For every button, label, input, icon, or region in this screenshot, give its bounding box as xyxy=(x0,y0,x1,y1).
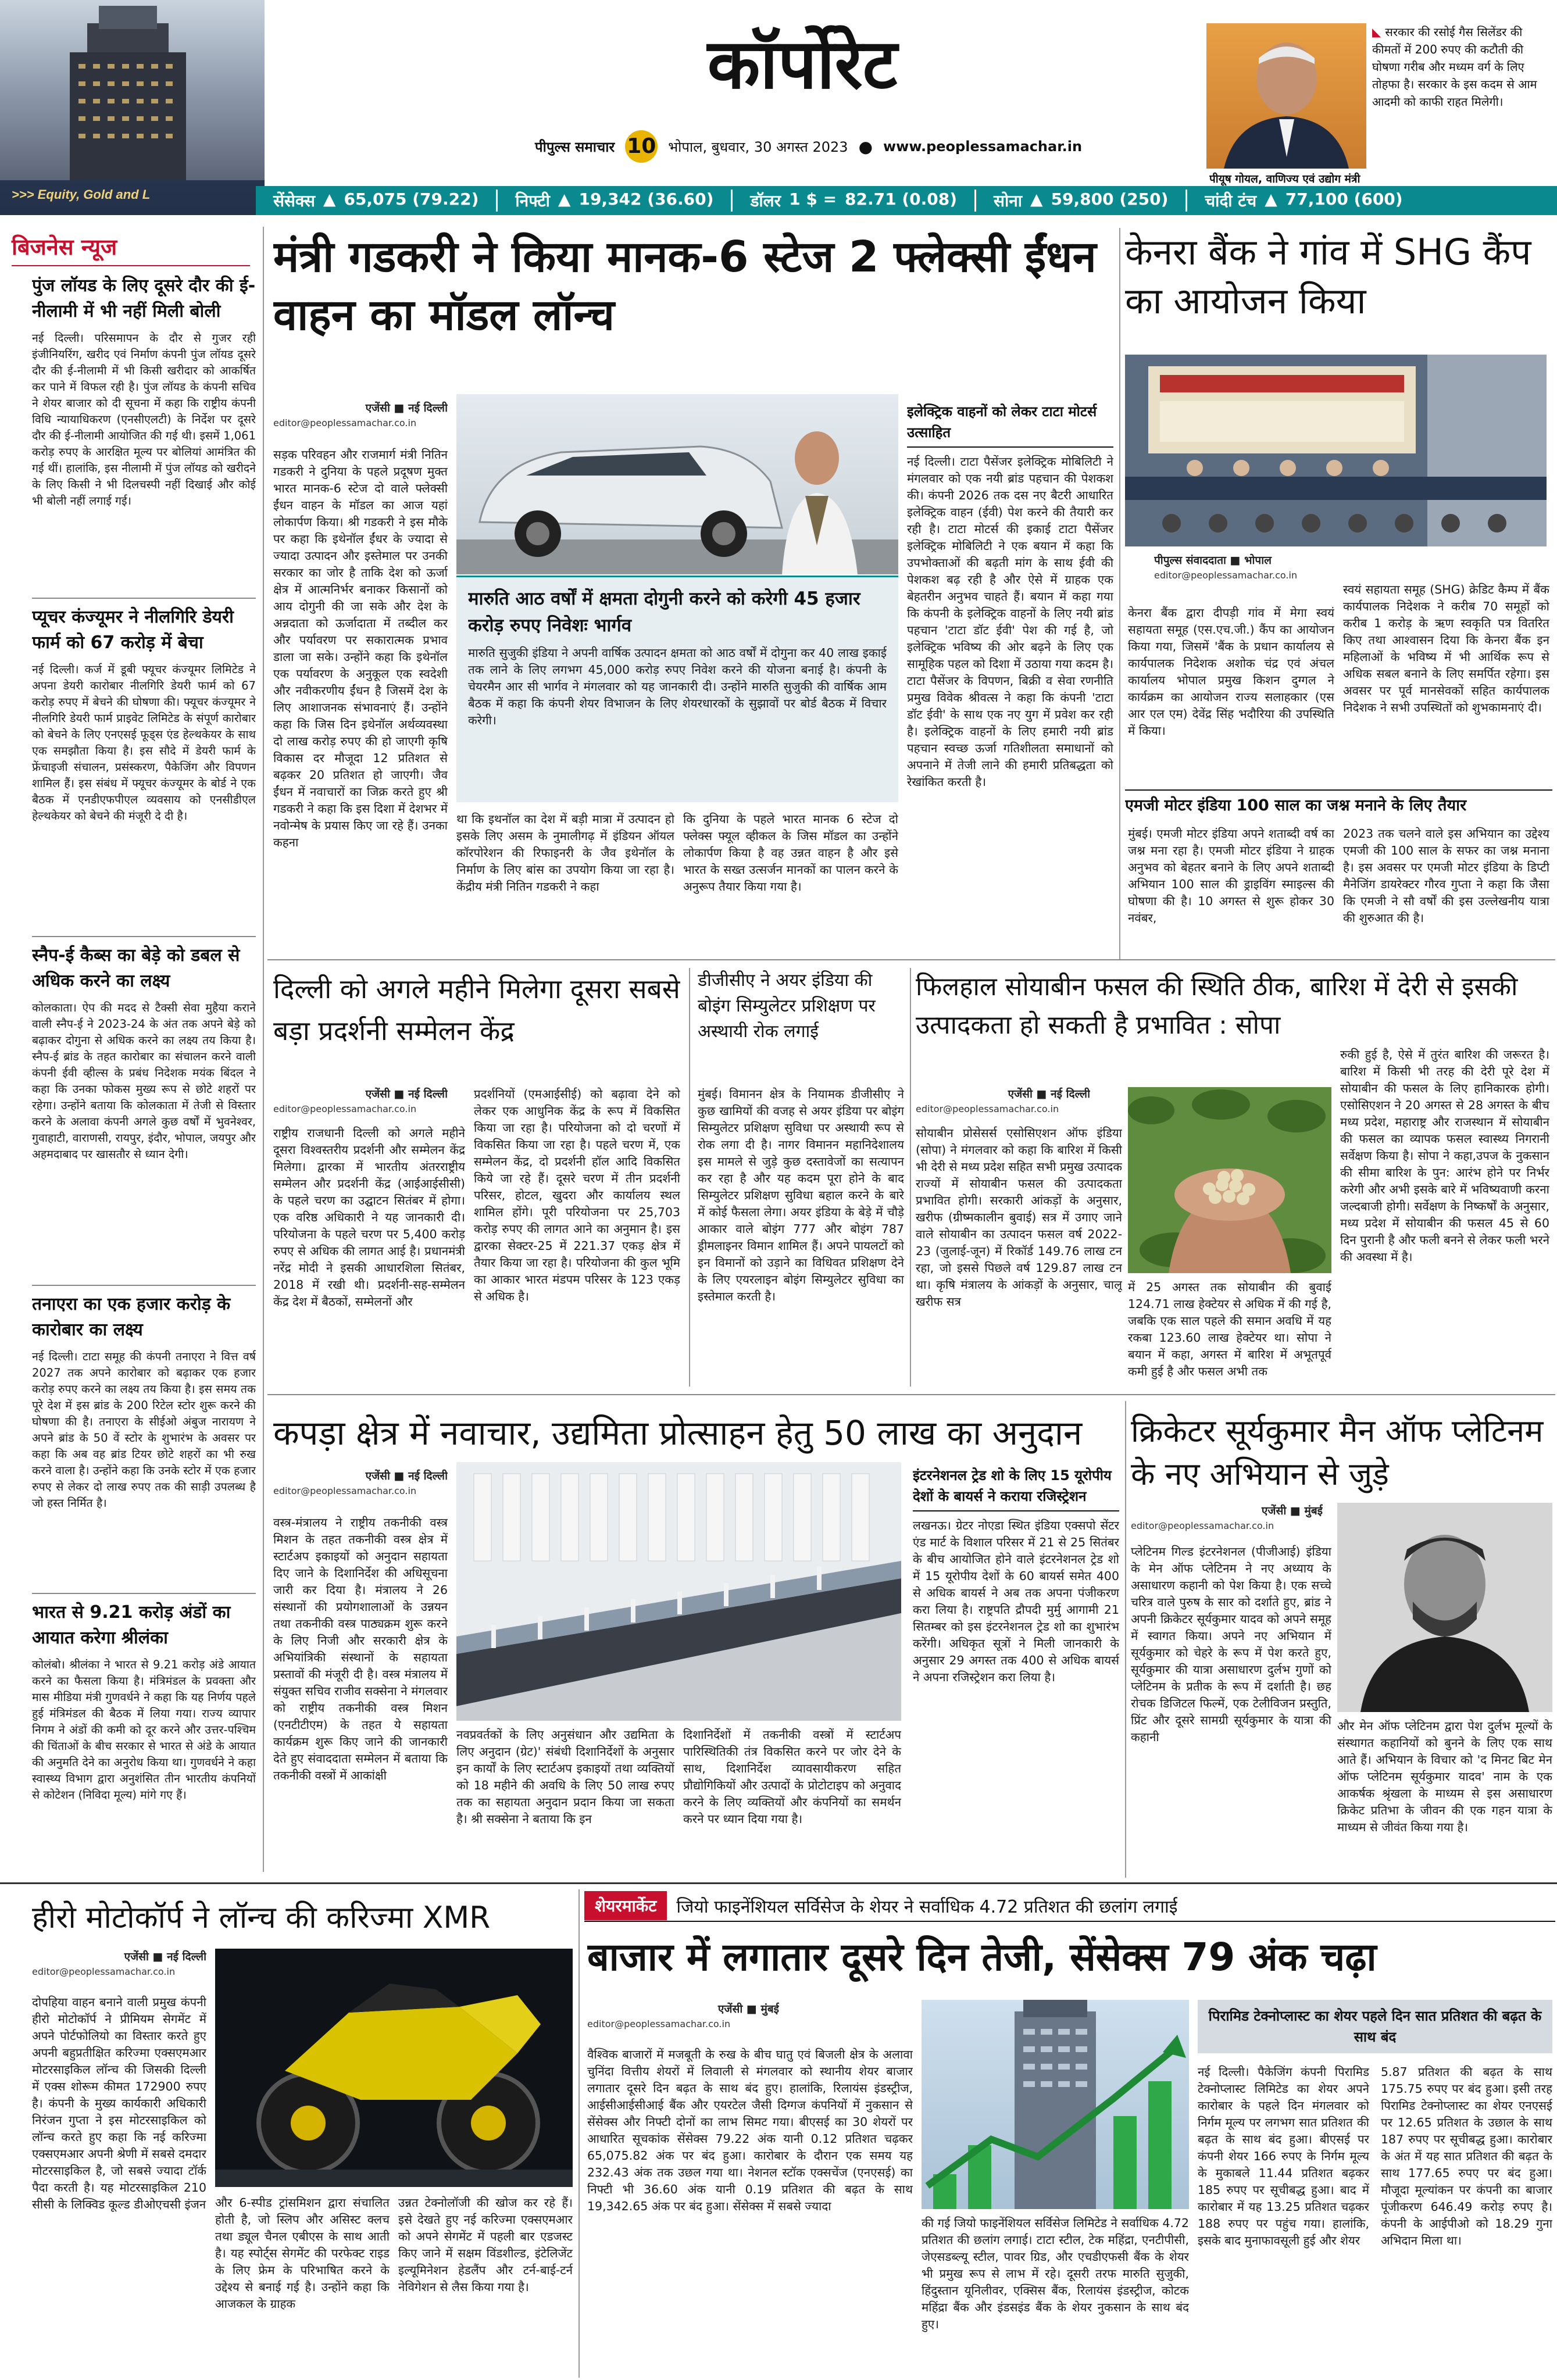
surya-photo xyxy=(1337,1503,1552,1712)
sidebar-story-text: कोलंबो। श्रीलंका ने भारत से 9.21 करोड़ अंडे आयात करने का फैसला किया है। मंत्रिमंडल के प्रवक्ता और मास मीडिया मंत्री गुणवर्धने ने कहा कि यह निर्णय पहले हुई मंत्रिमंडल की बैठक में लिया गया। राज्य व्यापार निगम ने अंडों की कमी को दूर करने और उत्तर-पश्चिम की चिंताओं के बीच सरकार से भारत से अंडे के आयात की अनुमति देने का अनुरोध किया था। गुणवर्धने ने कहा स्वास्थ्य विभाग द्वारा अनुशंसित तीन भारतीय कंपनियों से कोटेशन (निविदा मूल्य) मांगे गए हैं। xyxy=(32,1658,256,1802)
divider xyxy=(32,1285,256,1286)
dgca-headline: डीजीसीए ने अयर इंडिया की बोइंग सिम्युलेटर प्रशिक्षण पर अस्थायी रोक लगाई xyxy=(698,970,876,1042)
textile-col1: वस्त्र-मंत्रालय ने राष्ट्रीय तकनीकी वस्त्र मिशन के तहत तकनीकी वस्त्र क्षेत्र में स्टार्टअप इकाइयों को अनुदान सहायता दिए जाने के दिशानिर्देश की अधिसूचना जारी कर दिया है। मंत्रालय ने 26 संस्थानों की प्रयोगशालाओं के उन्नयन तथा तकनीकी वस्त्र पाठ्यक्रम शुरू करने के लिए निजी और सरकारी क्षेत्र के अभियांत्रिकी संस्थानों के सहायता प्रस्तावों की मंजूरी दी है। वस्त्र मंत्रालय में संयुक्त सचिव राजीव सक्सेना ने मंगलवार को राष्ट्रीय तकनीकी वस्त्र मिशन (एनटीटीएम) के तहत ये सहायता कार्यक्रम शुरू किए जाने की जानकारी देते हुए संवाददाता सम्मेलन में बताया कि तकनीकी वस्त्रों में आकांक्षी xyxy=(273,1516,448,1782)
minister-quote xyxy=(1372,23,1552,110)
vertical-rule xyxy=(1125,1401,1126,1878)
byline: पीपुल्स संवाददाता ■ भोपाल xyxy=(1154,554,1272,567)
surya-col2: और मेन ऑफ प्लेटिनम द्वारा पेश दुर्लभ मूल्यों के संस्थागत कहानियों को बुनने के लिए एक साथ आते हैं। अभियान के विचार को 'द मिनट बिट मेन ऑफ प्लेटिनम सूर्यकुमार यादव' नाम के एक आकर्षक श्रृंखला के माध्यम से इस असाधारण क्रिकेट प्रतिभा के जीवन की एक गहन यात्रा के माध्यम से जीवंत किया गया है। xyxy=(1337,1719,1552,1834)
textile-col2: नवप्रवर्तकों के लिए अनुसंधान और उद्यमिता के लिए अनुदान (ग्रेट)' संबंधी दिशानिर्देशों के अनुसार इन कार्यों के लिए स्टार्टअप इकाइयों तथा व्यक्तियों को 18 महीने की अवधि के लिए 50 लाख रुपए तक का सहायता अनुदान प्रदान किया जा सकता है। श्री सक्सेना ने बताया कि इन xyxy=(456,1728,674,1826)
tata-headline: इलेक्ट्रिक वाहनों को लेकर टाटा मोटर्स उत्साहित xyxy=(907,401,1113,448)
surya-col1: प्लेटिनम गिल्ड इंटरनेशनल (पीजीआई) इंडिया के मेन ऑफ प्लेटिनम ने नए अध्याय के असाधारण कहानी को पेश किया है। एक सच्चे चरित्र वाले पुरुष के सार को दर्शाते हुए, ब्रांड ने अपनी क्रिकेटर सूर्यकुमार यादव को अपने समूह में स्वागत किया। अपने नए अभियान में सूर्यकुमार को चेहरे के रूप में पेश करते हुए, सूर्यकुमार की यात्रा असाधारण दुर्लभ गुणों को प्लेटिनम के प्रतीक के रूप में दर्शाती है। छह रोचक डिजिटल फिल्में, एक टेलीविजन प्रस्तुति, प्रिंट और दूसरे सामग्री सूर्यकुमार के यात्रा की कहानी xyxy=(1131,1545,1331,1744)
byline: एजेंसी ■ मुंबई xyxy=(717,2003,779,2016)
mg-headline: एमजी मोटर इंडिया 100 साल का जश्न मनाने के लिए तैयार xyxy=(1125,789,1552,817)
divider xyxy=(32,936,256,937)
market-label-bar xyxy=(584,1891,1555,1922)
masthead-banner-text: >>> Equity, Gold and L xyxy=(12,187,151,202)
gadkari-headline: मंत्री गडकरी ने किया मानक-6 स्टेज 2 फ्लेक्सी ईंधन वाहन का मॉडल लॉन्च xyxy=(273,232,1097,340)
divider xyxy=(32,598,256,599)
vertical-rule xyxy=(1119,228,1120,960)
byline: एजेंसी ■ मुंबई xyxy=(1261,1505,1323,1517)
quote-text: सरकार की रसोई गैस सिलेंडर की कीमतों में 200 रुपए की कटौती की घोषणा गरीब और मध्यम वर्ग के लिए तोहफा है। सरकार के इस कदम से आम आदमी को काफी राहत मिलेगी। xyxy=(1372,25,1537,109)
market-label: शेयरमार्केट xyxy=(584,1891,667,1920)
tradeshow-text: लखनऊ। ग्रेटर नोएडा स्थित इंडिया एक्सपो सेंटर एंड मार्ट के विशाल परिसर में 21 से 25 सितंबर के बीच आयोजित होने वाले इंटरनेशनल ट्रेड शो में 15 यूरोपीय देशों के 60 बायर्स समेत 400 से अधिक बायर्स ने अब तक अपना पंजीकरण करा लिया है। राष्ट्रपति द्रौपदी मुर्मु आगामी 21 सितम्बर को इस इंटरनेशनल ट्रेड शो का शुभारंभ करेंगी। अधिकृत सूत्रों ने मिली जानकारी के अनुसार 29 अगस्त तक 400 से अधिक बायर्स ने अपना रजिस्ट्रेशन करा लिया है। xyxy=(913,1518,1119,1684)
page-number: 10 xyxy=(625,130,658,163)
textile-col3: दिशानिर्देशों में तकनीकी वस्त्रों में स्टार्टअप पारिस्थितिकी तंत्र विकसित करने पर जोर देने के साथ, दिशानिर्देश व्यावसायीकरण सहित प्रौद्योगिकियों और उत्पादों के प्रोटोटाइप को अनुवाद करने के लिए व्यक्तियों और कंपनियों का समर्थन करने पर ध्यान दिया गया है। xyxy=(683,1728,901,1826)
arrow-up-icon: ▲ xyxy=(1265,190,1277,209)
soybean-photo xyxy=(1128,1087,1331,1273)
sidebar-section-label: बिजनेस न्यूज xyxy=(12,231,250,266)
gadkari-col3: कि दुनिया के पहले भारत मानक 6 स्टेज दो फ्लेक्स फ्यूल व्हीकल के जिस मॉडल का उन्होंने लोकार्पण किया है वह उन्नत वाहन है और इसे भारत के सख्त उत्सर्जन मानकों का पालन करने के अनुरूप तैयार किया गया है। xyxy=(683,812,898,894)
sidebar-vertical-rule xyxy=(263,227,264,1872)
vertical-rule xyxy=(578,1889,580,2378)
tradeshow-inset xyxy=(913,1465,1119,1796)
pyramid-col1: नई दिल्ली। पैकेजिंग कंपनी पिरामिड टेक्नोप्लास्ट लिमिटेड का शेयर अपने कारोबार के पहले दिन मंगलवार को निर्गम मूल्य पर लगभग सात प्रतिशत की बढ़त के साथ बंद हुआ। बीएसई पर कंपनी शेयर 166 रुपए के निर्गम मूल्य के मुकाबले 11.44 प्रतिशत बढ़कर 185 रुपए पर सूचीबद्ध हुआ। बाद में कारोबार में यह 13.25 प्रतिशत चढ़कर 188 रुपए पर पहुंच गया। हालांकि, इसके बाद मुनाफावसूली हुई और शेयर xyxy=(1198,2065,1369,2247)
byline: एजेंसी ■ नई दिल्ली xyxy=(1008,1088,1090,1100)
sidebar-story-headline: प्यूचर कंज्यूमर ने नीलगिरि डेयरी फार्म को 67 करोड़ में बेचा xyxy=(32,607,234,653)
sidebar-story-3 xyxy=(32,943,256,1262)
mg-col1: मुंबई। एमजी मोटर इंडिया अपने शताब्दी वर्ष का जश्न मना रहा है। एमजी मोटर इंडिया ने ग्राहक अनुभव को बेहतर बनाने के लिए अपने शताब्दी अभियान 100 साल की ड्राइविंग स्माइल्स की घोषणा की है। 10 अगस्त से शुरू होकर 30 नवंबर, xyxy=(1128,827,1334,925)
gadkari-byline-block xyxy=(273,400,448,428)
sidebar-story-2 xyxy=(32,605,256,923)
masthead-title: कॉर्पोरेट xyxy=(707,24,898,104)
hero-byline-block xyxy=(32,1949,206,1977)
delhi-col2: प्रदर्शनियों (एमआईसीई) को बढ़ावा देने को लेकर एक आधुनिक केंद्र के रूप में विकसित किया जा रहा है। परियोजना को दो चरणों में विकसित किया जा रहा है। पहले चरण में, एक सम्मेलन केंद्र, दो प्रदर्शनी हॉल आदि विकसित किये जा रहे हैं। दूसरे चरण में तीन प्रदर्शनी परिसर, होटल, खुदरा और कार्यालय स्थल शामिल होंगे। पूरी परियोजना पर 25,703 करोड़ रुपए की लागत आने का अनुमान है। इस द्वारका सेक्टर-25 में 221.37 एकड़ क्षेत्र में तैयार किया जा रहा है। परियोजना की कुल भूमि का आकार भारत मंडपम परिसर के 123 एकड़ से अधिक है। xyxy=(474,1087,680,1303)
sidebar-story-text: नई दिल्ली। कर्ज में डूबी फ्यूचर कंज्यूमर लिमिटेड ने अपना डेयरी कारोबार नीलगिरि डेयरी फार्म को 67 करोड़ रुपए में बेचने की घोषणा की। फ्यूचर कंज्यूमर ने नीलगिरि डेयरी फार्म प्राइवेट लिमिटेड के संपूर्ण कारोबार को बेचने के लिए एनएसई फूड्स एंड हेल्थकेयर के साथ एक समझौता किया है। इस सौदे में डेयरी फार्म के फ्रेंचाइजी संचालन, प्रसंस्करण, पैकेजिंग और विपणन शामिल हैं। इस संबंध में फ्यूचर कंज्यूमर के बोर्ड ने एक बैठक में एनडीएफपीएल व्यवसाय को एनसीडीएल हेल्थकेयर को बेचने की मंजूरी दे दी है। xyxy=(32,663,256,823)
sidebar-story-headline: भारत से 9.21 करोड़ अंडों का आयात करेगा श्रीलंका xyxy=(32,1602,231,1648)
mg-story xyxy=(1125,789,1552,817)
email: editor@peoplessamachar.co.in xyxy=(916,1103,1059,1114)
hero-bike-photo xyxy=(215,1949,573,2187)
soybean-byline-block xyxy=(916,1086,1090,1114)
sidebar-story-5 xyxy=(32,1600,256,1930)
soybean-col2: में 25 अगस्त तक सोयाबीन की बुवाई 124.71 लाख हेक्टेयर से अधिक में की गई है, जबकि एक साल पहले की समान अवधि में यह रकबा 123.60 लाख हेक्टेयर था। सोपा ने बयान में कहा, अगस्त में बारिश में अभूतपूर्व कमी हुई है और फसल अभी तक xyxy=(1128,1280,1331,1378)
canara-headline: केनरा बैंक ने गांव में SHG कैंप का आयोजन किया xyxy=(1125,231,1531,322)
ticker-nifty: निफ्टी ▲ 19,342 (36.60) xyxy=(498,190,733,212)
surya-headline: क्रिकेटर सूर्यकुमार मैन ऑफ प्लेटिनम के नए अभियान से जुड़े xyxy=(1131,1413,1544,1492)
sidebar-story-headline: तनाएरा का एक हजार करोड़ के कारोबार का लक्ष्य xyxy=(32,1294,231,1340)
masthead-photo-left xyxy=(0,0,265,215)
byline: एजेंसी ■ नई दिल्ली xyxy=(124,1950,206,1963)
canara-event-photo xyxy=(1125,355,1547,546)
horizontal-rule xyxy=(267,1394,1555,1395)
email: editor@peoplessamachar.co.in xyxy=(273,1103,417,1114)
email: editor@peoplessamachar.co.in xyxy=(273,1485,417,1496)
inset-headline: मारुति आठ वर्षों में क्षमता दोगुनी करने को करेगी 45 हजार करोड़ रुपए निवेशः भार्गव xyxy=(468,588,860,636)
minister-photo xyxy=(1206,23,1366,169)
quote-author: पीयूष गोयल, वाणिज्य एवं उद्योग मंत्री xyxy=(1209,173,1360,185)
canara-byline-block xyxy=(1154,552,1346,581)
ticker-silver: चांदी टंच ▲ 77,100 (600) xyxy=(1205,190,1403,210)
textile-headline: कपड़ा क्षेत्र में नवाचार, उद्यमिता प्रोत्साहन हेतु 50 लाख का अनुदान xyxy=(273,1413,1083,1453)
textile-mill-photo xyxy=(456,1462,901,1721)
globe-icon: ● xyxy=(858,137,873,156)
canara-col2: स्वयं सहायता समूह (SHG) क्रेडिट कैम्प में बैंक कार्यपालक निदेशक ने करीब 70 समूहों को करीब 1 करोड़ के ऋण स्वकृति पत्र वितरित किए तथा आश्वासन दिया कि केनरा बैंक इन महिलाओं के भविष्य में भी आर्थिक रूप से अधिक सबल बनाने के लिए समर्पित रहेगा। इस अवसर पर पूर्व मानसेवकों सहित कार्यपालक निदेशक ने सभी उपस्थितों को शुभकामनाएं दी। xyxy=(1343,583,1549,714)
byline: एजेंसी ■ नई दिल्ली xyxy=(365,1088,448,1100)
pyramid-headline: पिरामिड टेक्नोप्लास्ट का शेयर पहले दिन सात प्रतिशत की बढ़त के साथ बंद xyxy=(1198,2000,1552,2053)
arrow-up-icon: ▲ xyxy=(323,190,336,209)
sidebar-story-text: कोलकाता। ऐप की मदद से टैक्सी सेवा मुहैया कराने वाली स्नैप-ई ने 2023-24 के अंत तक अपने बेड़े को बढ़ाकर दोगुना से अधिक करने का लक्ष्य तय किया है। स्नैप-ई ब्रांड के तहत कारोबार का संचालन करने वाली कंपनी ईवी व्हील्स के प्रबंध निदेशक मयंक बिंदल ने कहा कि उनका फोकस मुख्य रूप से छोटे शहरों पर रहेगा। उन्होंने बताया कि कोलकाता में तेजी से विस्तार करने के अलावा कंपनी अगले कुछ वर्षों में भुवनेश्वर, गुवाहाटी, वाराणसी, रायपुर, इंदौर, भोपाल, जयपुर और अहमदाबाद पर खासतौर से ध्यान देगी। xyxy=(32,1001,256,1161)
pyramid-box xyxy=(1198,2000,1552,2375)
mg-col2: 2023 तक चलने वाले इस अभियान का उद्देश्य एमजी की 100 साल के सफर का जश्न मनाना है। इस अवसर पर एमजी मोटर इंडिया के डिप्टी मैनेजिंग डायरेक्टर गौरव गुप्ता ने कहा कि जैसा कि एमजी ने सौ वर्षों की इस उल्लेखनीय यात्रा की शुरुआत की है। xyxy=(1343,827,1549,925)
sidebar-story-headline: पुंज लॉयड के लिए दूसरे दौर की ई-नीलामी में भी नहीं मिली बोली xyxy=(32,276,256,321)
hero-col2: और 6-स्पीड ट्रांसमिशन द्वारा संचालित होती है, जो स्लिप और असिस्ट क्लच तथा ड्यूल चैनल एबीएस के साथ आती है। यह स्पोर्ट्स सेगमेंट की परफेक्ट राइड के लिए फ्रेम के परिभाषित करने के उद्देश्य से बनाई गई है। उन्होंने कहा कि आजकल के ग्राहक xyxy=(215,2196,390,2311)
masthead-info-row xyxy=(535,129,1204,164)
email: editor@peoplessamachar.co.in xyxy=(1131,1520,1274,1531)
arrow-up-icon: ▲ xyxy=(558,190,571,209)
horizontal-rule xyxy=(267,959,1555,960)
sidebar-story-headline: स्नैप-ई कैब्स का बेड़े को डबल से अधिक करने का लक्ष्य xyxy=(32,945,240,991)
delhi-headline: दिल्ली को अगले महीने मिलेगा दूसरा सबसे बड़ा प्रदर्शनी सम्मेलन केंद्र xyxy=(273,973,680,1046)
sidebar-story-text: नई दिल्ली। टाटा समूह की कंपनी तनाएरा ने वित्त वर्ष 2027 तक अपने कारोबार को बढ़ाकर एक हजार करोड़ रुपए करने का लक्ष्य तय किया है। इस समय तक पूरे देश में इस ब्रांड के 200 रिटेल स्टोर शुरू करने की घोषणा की है। तनाएरा के सीईओ अंबुज नारायण ने अपने ब्रांड के 50 वें स्टोर के शुभारंभ के अवसर पर कहा कि अब वह ब्रांड टियर छोटे शहरों का भी रुख करने वाला है। उन्होंने कहा कि उनके स्टोर में एक हजार रुपए से लेकर दो लाख रुपए तक की साड़ी उपलब्ध है जो हस्त निर्मित है। xyxy=(32,1350,256,1510)
sidebar-story-1 xyxy=(32,273,256,544)
email: editor@peoplessamachar.co.in xyxy=(1154,570,1298,581)
gadkari-col1: सड़क परिवहन और राजमार्ग मंत्री नितिन गडकरी ने दुनिया के पहले प्रदूषण मुक्त भारत मानक-6 स्टेज दो वाले फ्लेक्सी ईंधन वाहन के मॉडल का आज यहां लोकार्पण किया। श्री गडकरी ने इस मौके पर कहा कि इथेनॉल ईंधर के ज्यादा से ज्यादा उत्पादन और इस्तेमाल पर उनकी सरकार का जोर है ताकि देश को ऊर्जा क्षेत्र में आत्मनिर्भर बनाकर किसानों को आय दोगुनी की जा सके और देश के अन्नदाता को ऊर्जादाता में तब्दील कर और पर्यावरण पर सकारात्मक प्रभाव डाला जा सके। उन्होंने कहा कि इथेनॉल एक पर्यावरण के अनुकूल एक स्वदेशी और नवीकरणीय ईंधन है जिसमें देश के लिए आशाजनक संभावनाएं हैं। उन्होंने कहा कि जिस दिन इथेनॉल अर्थव्यवस्था दो लाख करोड़ रुपए की हो जाएगी कृषि विकास दर मौजूदा 12 प्रतिशत से बढ़कर 20 प्रतिशत हो जाएगी। जैव ईंधन में नवाचारों का जिक्र करते हुए श्री गडकरी ने कहा कि इस दिशा में देशभर में नवोन्मेष के प्रयास किए जा रहे हैं। उनका कहना xyxy=(273,448,448,849)
vertical-rule xyxy=(910,968,911,1386)
sidebar-story-text: नई दिल्ली। परिसमापन के दौर से गुजर रही इंजीनियरिंग, खरीद एवं निर्माण कंपनी पुंज लॉयड दूसरे दौर की ई-नीलामी में भी किसी खरीदार को आकर्षित कर पाने में विफल रही है। पुंज लॉयड के कंपनी सचिव ने शेयर बाजार को दी सूचना में कहा कि राष्ट्रीय कंपनी विधि न्यायाधिकरण (एनसीएलटी) के निर्देश पर दूसरे दौर की ई-नीलामी आयोजित की गई थी। इसमें 1,061 करोड़ रुपए के आरक्षित मूल्य पर बोलियां आमंत्रित की गई थीं। हालांकि, इस नीलामी में पुंज लॉयड को खरीदने के लिए किसी ने भी दिलचस्पी नहीं दिखाई और कोई भी बोली नहीं लगाई गई। xyxy=(32,331,256,508)
delhi-col1: राष्ट्रीय राजधानी दिल्ली को अगले महीने दूसरा विश्वस्तरीय प्रदर्शनी और सम्मेलन केंद्र मिलेगा। द्वारका में भारतीय अंतरराष्ट्रीय सम्मेलन और प्रदर्शनी केंद्र (आईआईसीसी) के पहले चरण का उद्घाटन सितंबर में होगा। एक वरिष्ठ अधिकारी ने यह जानकारी दी। परियोजना के पहले चरण पर 5,400 करोड़ रुपए से अधिक की लागत आई है। प्रधानमंत्री नरेंद्र मोदी ने इसकी आधारशिला सितंबर, 2018 में रखी थी। प्रदर्शनी-सह-सम्मेलन केंद्र देश में बैठकों, सम्मेलनों और xyxy=(273,1126,465,1309)
soybean-col1: सोयाबीन प्रोसेसर्स एसोसिएशन ऑफ इंडिया (सोपा) ने मंगलवार को कहा कि बारिश में किसी भी देरी से मध्य प्रदेश सहित सभी प्रमुख उत्पादक राज्यों में सोयाबीन फसल की उत्पादकता प्रभावित होगी। सरकारी आंकड़ों के अनुसार, खरीफ (ग्रीष्मकालीन बुवाई) सत्र में उगाए जाने वाले सोयाबीन का उत्पादन फसल वर्ष 2022-23 (जुलाई-जून) में रिकॉर्ड 149.76 लाख टन रहा, जो इससे पिछले वर्ष 129.87 लाख टन था। कृषि मंत्रालय के आंकड़ों के अनुसार, चालू खरीफ सत्र xyxy=(916,1126,1122,1309)
gadkari-col2: था कि इथनॉल का देश में बड़ी मात्रा में उत्पादन हो इसके लिए असम के नुमालीगढ़ में इंडियन ऑयल कॉरपोरेशन की रिफाइनरी के जैव इथेनॉल के निर्माण के लिए बांस का उपयोग किया जा रहा है। केंद्रीय मंत्री नितिन गडकरी ने कहा xyxy=(456,812,674,894)
ticker-dollar: डॉलर 1 $ = 82.71 (0.08) xyxy=(733,190,976,212)
market-ticker-head: जियो फाइनेंशियल सर्विसेज के शेयर ने सर्वाधिक 4.72 प्रतिशत की छलांग लगाई xyxy=(676,1896,1178,1917)
email: editor@peoplessamachar.co.in xyxy=(273,417,417,428)
soybean-col3: रुकी हुई है, ऐसे में तुरंत बारिश की जरूरत है। बारिश में किसी भी तरह की देरी पूरे देश में सोयाबीन की फसल के लिए हानिकारक होगी। एसोसिएशन ने 20 अगस्त से 28 अगस्त के बीच मध्य प्रदेश, महाराष्ट्र और राजस्थान में सोयाबीन की फसल का व्यापक फसल स्वास्थ्य निगरानी सर्वेक्षण किया है। सोपा ने कहा,उपज के नुकसान की सीमा बारिश के पुन: आरंभ होने पर निर्भर करेगी और अभी इसके बारे में भविष्यवाणी करना जल्दबाजी होगी। सर्वेक्षण के निष्कर्षों के अनुसार, मध्य प्रदेश में सोयाबीन की फसल 45 से 60 दिन पुरानी है और फली बनने से लेकर फली भरने की अवस्था में है। xyxy=(1340,1048,1549,1264)
byline: एजेंसी ■ नई दिल्ली xyxy=(365,1470,448,1482)
byline: एजेंसी ■ नई दिल्ली xyxy=(365,402,448,414)
textile-byline-block xyxy=(273,1468,448,1496)
ticker-gold: सोना ▲ 59,800 (250) xyxy=(976,190,1187,212)
soybean-headline: फिलहाल सोयाबीन फसल की स्थिति ठीक, बारिश में देरी से इसकी उत्पादकता हो सकती है प्रभावित : सोपा xyxy=(916,972,1518,1040)
surya-byline-block xyxy=(1131,1503,1323,1531)
gadkari-photo xyxy=(456,394,898,574)
email: editor@peoplessamachar.co.in xyxy=(32,1966,176,1977)
tata-text: नई दिल्ली। टाटा पैसेंजर इलेक्ट्रिक मोबिलिटी ने मंगलवार को एक नयी ब्रांड पहचान की पेशकश की। कंपनी 2026 तक दस नए बैटरी आधारित इलेक्ट्रिक वाहन (ईवी) पेश करने की तैयारी कर रही है। टाटा मोटर्स की इकाई टाटा पैसेंजर इलेक्ट्रिक मोबिलिटी ने एक बयान में कहा कि उपभोक्ताओं की बढ़ती मांग के साथ ईवी की पेशकश बढ़ रही है और ऐसे में ग्राहक एक बेहतरीन अनुभव चाहते हैं। बयान में कहा गया कि कंपनी के इलेक्ट्रिक वाहनों के लिए नयी ब्रांड पहचान 'टाटा डॉट ईवी' पेश की गई है, जो इलेक्ट्रिक भविष्य की ओर बढ़ने के लिए एक सामूहिक पहल को दिशा में उठाया गया कदम है। टाटा पैसेंजर के विपणन, बिक्री व सेवा रणनीति प्रमुख विवेक श्रीवत्स ने कहा कि कंपनी 'टाटा डॉट ईवी' के साथ एक नए युग में प्रवेश कर रही है। इलेक्ट्रिक वाहनों के लिए हमारी नयी ब्रांड पहचान स्वच्छ ऊर्जा गतिशीलता समाधानों को अपनाने में तेजी लाने की हमारी प्रतिबद्धता को रेखांकित करती है। xyxy=(907,455,1113,789)
inset-text: मारुति सुजुकी इंडिया ने अपनी वार्षिक उत्पादन क्षमता को आठ वर्षों में दोगुना कर 40 लाख इकाई तक लाने के लिए लगभग 45,000 करोड़ रुपए निवेश करने की योजना बनाई है। कंपनी के चेयरमैन आर सी भार्गव ने मंगलवार को यह जानकारी दी। उन्होंने मारुति सुजुकी की वार्षिक आम बैठक में कहा कि कंपनी शेयर विभाजन के लिए शेयरधारकों के सुझावों पर बोर्ड बैठक में विचार करेगी। xyxy=(468,646,887,727)
bse-building-photo xyxy=(922,2000,1189,2209)
horizontal-rule xyxy=(0,1882,1557,1884)
hero-col3: उन्नत टेक्नोलॉजी की खोज कर रहे हैं। इसे देखते हुए नई करिज्मा एक्सएमआर को अपने सेगमेंट में पहली बार एडजस्ट किए जाने में सक्षम विंडशील्ड, इंटेलिजेंट इल्यूमिनेशन हेडलैंप और टर्न-बाई-टर्न नेविगेशन से लैस किया गया है। xyxy=(398,2196,573,2294)
market-ticker xyxy=(256,186,1557,215)
market-headline: बाजार में लगातार दूसरे दिन तेजी, सेंसेक्स 79 अंक चढ़ा xyxy=(587,1935,1377,1979)
delhi-byline-block xyxy=(273,1086,448,1114)
tata-story xyxy=(907,401,1113,953)
canara-col1: केनरा बैंक द्वारा दीपड़ी गांव में मेगा स्वयं सहायता समूह (एस.एच.जी.) कैंप का आयोजन किया गया, जिसमें 'बैंक के प्रधान कार्यालय से कार्यपालक निदेशक अशोक चंद्र एवं अंचल कार्यालय भोपाल प्रमुख किशन दुग्गल ने कार्यक्रम का आयोजन राज्य सलाहकार (एस आर एल एम) देवेंद्र सिंह भदौरिया की उपस्थिति में किया। xyxy=(1128,606,1334,738)
paper-name: पीपुल्स समाचार xyxy=(535,138,615,155)
maruti-inset xyxy=(456,576,898,802)
website-link[interactable]: www.peoplessamachar.in xyxy=(883,138,1083,155)
sidebar-story-4 xyxy=(32,1292,256,1593)
market-col2: की गई जियो फाइनेंशियल सर्विसेज लिमिटेड ने सर्वाधिक 4.72 प्रतिशत की छलांग लगाई। टाटा स्टील, टेक महिंद्रा, एनटीपीसी, जेएसडब्ल्यू स्टील, पावर ग्रिड, और एचडीएफसी बैंक के शेयर भी प्रमुख रूप से लाभ में रहे। दूसरी तरफ मारुति सुजुकी, हिंदुस्तान यूनिलीवर, एक्सिस बैंक, रिलायंस इंडस्ट्रीज, कोटक महिंद्रा बैंक और इंडसइंड बैंक के शेयर नुकसान के साथ बंद हुए। xyxy=(922,2216,1189,2331)
pyramid-col2: 5.87 प्रतिशत की बढ़त के साथ 175.75 रुपए पर बंद हुआ। इसी तरह पिरामिड टेक्नोप्लास्ट का शेयर एनएसई पर 12.65 प्रतिशत के उछाल के साथ 187 रुपए पर सूचीबद्ध हुआ। कारोबार के अंत में यह सात प्रतिशत की बढ़त के साथ 177.65 रुपए पर बंद हुआ। मौजूदा मूल्यांकन पर कंपनी का बाजार पूंजीकरण 646.49 करोड़ रुपए है। कंपनी के आईपीओ को 18.29 गुना अभिदान मिला था। xyxy=(1381,2065,1552,2247)
market-byline-block xyxy=(587,2001,779,2029)
ticker-sensex: सेंसेक्स ▲ 65,075 (79.22) xyxy=(256,190,498,212)
email: editor@peoplessamachar.co.in xyxy=(587,2018,731,2029)
hero-col1: दोपहिया वाहन बनाने वाली प्रमुख कंपनी हीरो मोटोकॉर्प ने प्रीमियम सेगमेंट में अपने पोर्टफोलियो का विस्तार करते हुए अपनी बहुप्रतीक्षित करिज्मा एक्सएमआर मोटरसाइकिल लॉन्च की जिसकी दिल्ली में एक्स शोरूम कीमत 172900 रुपए है। कंपनी के मुख्य कार्यकारी अधिकारी निरंजन गुप्ता ने इस मोटरसाइकिल को लॉन्च करते हुए कहा कि नई करिज्मा एक्सएमआर अपनी श्रेणी में सबसे दमदार मोटरसाइकिल है, जो सबसे ज्यादा टॉर्क पैदा करती है। यह मोटरसाइकिल 210 सीसी के लिक्विड कूल्ड डीओएचसी इंजन xyxy=(32,1995,206,2211)
arrow-up-icon: ▲ xyxy=(1030,190,1043,209)
divider xyxy=(32,1593,256,1594)
tradeshow-headline: इंटरनेशनल ट्रेड शो के लिए 15 यूरोपीय देशों के बायर्स ने कराया रजिस्ट्रेशन xyxy=(913,1465,1119,1511)
vertical-rule xyxy=(689,968,690,1386)
dgca-text: मुंबई। विमानन क्षेत्र के नियामक डीजीसीए ने कुछ खामियों की वजह से अयर इंडिया पर बोइंग सिम्युलेटर प्रशिक्षण सुविधा पर अस्थायी रूप से रोक लगा दी है। नागर विमानन महानिदेशालय इस मामले से जुड़े कुछ दस्तावेजों का सत्यापन कर रहा है और यह कदम पूरा होने के बाद सिम्युलेटर प्रशिक्षण सुविधा बहाल करने के बारे में कोई फैसला लेगा। अयर इंडिया के बेड़े में चौड़े आकार वाले बोइंग 777 और बोइंग 787 ड्रीमलाइनर विमान शामिल हैं। अपने पायलटों को इन विमानों को उड़ाने का विधिवत प्रशिक्षण देने के लिए एयरलाइन बोइंग सिम्युलेटर सुविधा का इस्तेमाल करती है। xyxy=(698,1087,904,1303)
hero-headline: हीरो मोटोकॉर्प ने लॉन्च की करिज्मा XMR xyxy=(32,1900,491,1935)
dateline: भोपाल, बुधवार, 30 अगस्त 2023 xyxy=(668,138,848,155)
quote-marker-icon: ◣ xyxy=(1372,25,1385,39)
market-col1: वैश्विक बाजारों में मजबूती के रुख के बीच घातु एवं बिजली क्षेत्र के अलावा चुनिंदा वित्तीय शेयरों में लिवाली से मंगलवार को स्थानीय शेयर बाजार लगातार दूसरे दिन बढ़त के साथ बंद हुए। हालांकि, रिलायंस इंडस्ट्रीज, आईसीआईसीआई बैंक और एयरटेल जैसी दिग्गज कंपनियों में नुकसान से सेंसेक्स और निफ्टी दोनों का लाभ सिमट गया। बीएसई का 30 शेयरों पर आधारित सूचकांक सेंसेक्स 79.22 अंक यानी 0.12 प्रतिशत चढ़कर 65,075.82 अंक पर बंद हुआ। कारोबार के दौरान एक समय यह 232.43 अंक तक उछल गया था। नेशनल स्टॉक एक्सचेंज (एनएसई) का निफ्टी भी 36.60 अंक यानी 0.19 प्रतिशत की बढ़त के साथ 19,342.65 अंक पर बंद हुआ। सेंसेक्स में सबसे ज्यादा xyxy=(587,2047,913,2213)
